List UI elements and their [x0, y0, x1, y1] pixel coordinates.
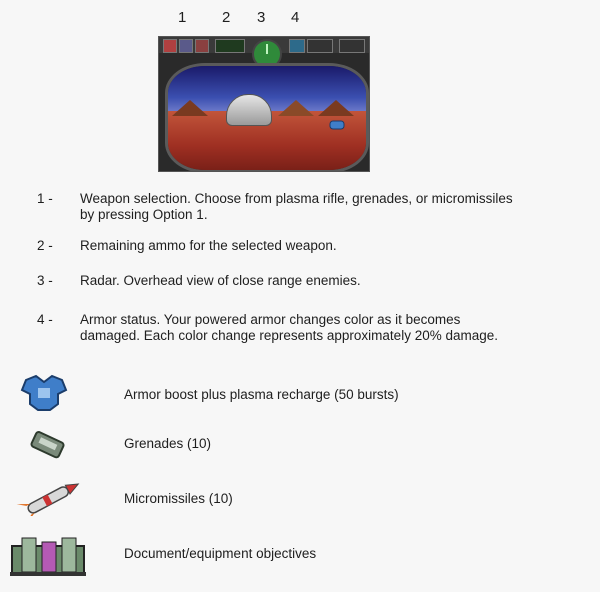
status-display [339, 39, 365, 53]
armor-boost-icon [20, 374, 68, 412]
callout-3: 3 [257, 9, 266, 26]
armor-status-icon [289, 39, 305, 53]
callout-4: 4 [291, 9, 300, 26]
ammo-display [215, 39, 245, 53]
item-text: Remaining ammo for the selected weapon. [80, 238, 337, 253]
item-text: Weapon selection. Choose from plasma rifle, grenades, or micromissiles by pressing Option 1. [80, 191, 513, 222]
enemy-icon [328, 118, 346, 132]
game-screenshot [158, 36, 370, 172]
objectives-label: Document/equipment objectives [124, 546, 317, 561]
objective-icon [8, 532, 88, 578]
micromissile-icon [16, 482, 84, 516]
mountain [318, 100, 354, 116]
item-number: 2 - [37, 238, 53, 253]
item-text: Radar. Overhead view of close range enemies. [80, 273, 361, 288]
item-text: Armor status. Your powered armor changes color as it becomes damaged. Each color change represents approximately 20% damage. [80, 312, 498, 343]
mountain [172, 100, 208, 116]
weapon-slot-icon [163, 39, 177, 53]
mountain [278, 100, 314, 116]
grenade-icon [28, 431, 68, 461]
grenades-label: Grenades (10) [124, 436, 212, 451]
callout-2: 2 [222, 9, 231, 26]
item-number: 3 - [37, 273, 53, 288]
status-display [307, 39, 333, 53]
micromissiles-label: Micromissiles (10) [124, 491, 233, 506]
item-number: 1 - [37, 191, 53, 206]
visor-view [165, 63, 369, 172]
weapon-slot-icon [179, 39, 193, 53]
weapon-slot-icon [195, 39, 209, 53]
item-number: 4 - [37, 312, 53, 327]
armor-boost-label: Armor boost plus plasma recharge (50 bursts) [124, 387, 399, 402]
callout-1: 1 [178, 9, 187, 26]
